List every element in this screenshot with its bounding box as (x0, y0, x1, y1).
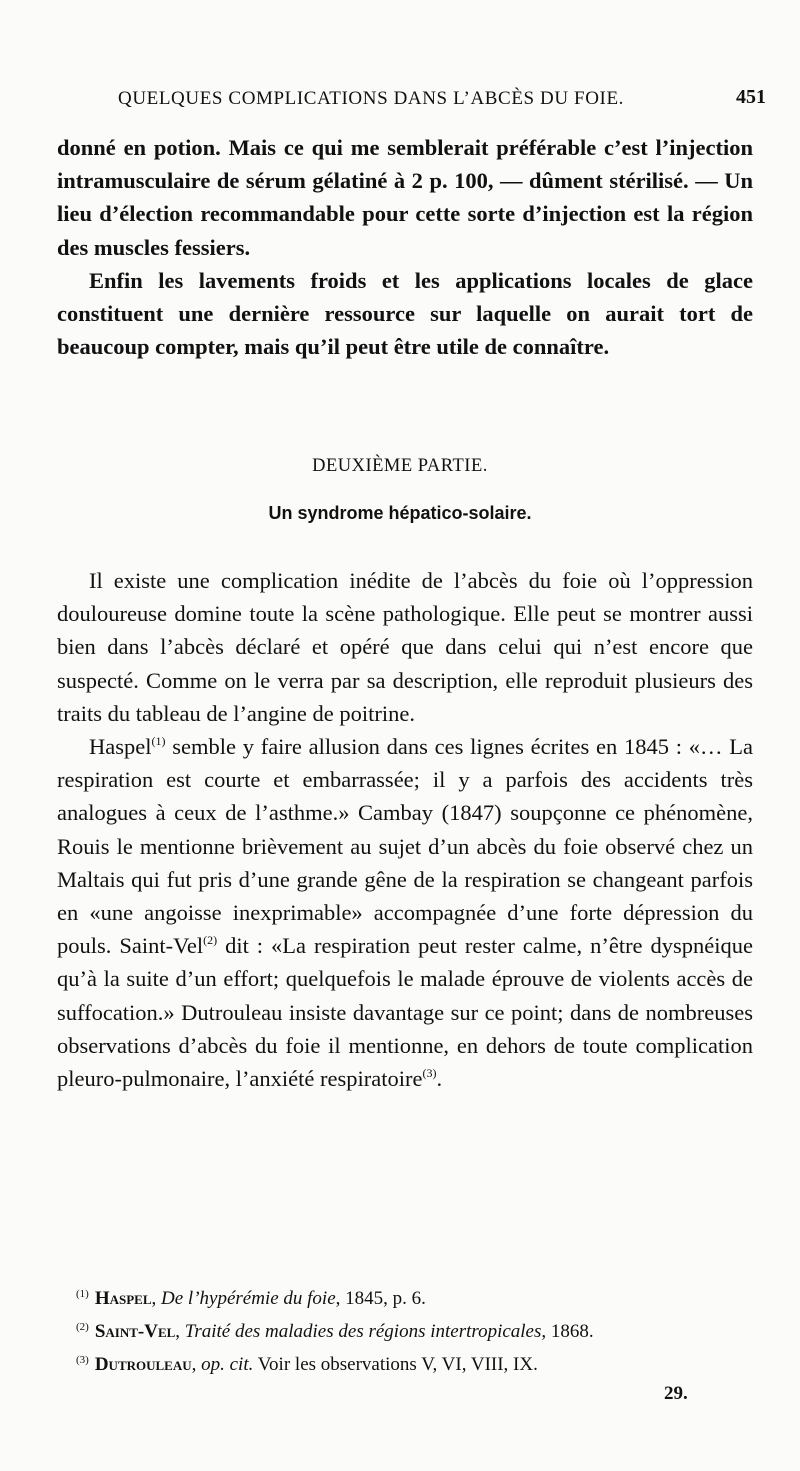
footnote-mark: (1) (76, 1288, 89, 1300)
footnote-title: Traité des maladies des régions intertropicales (184, 1321, 542, 1342)
footnote-author: Saint-Vel (94, 1321, 176, 1342)
paragraph-continuation: donné en potion. Mais ce qui me semblerait préférable c’est l’injection intramusculaire de sérum gélatiné à 2 p. 100, — dûment stérilisé. — Un lieu d’élection recommandable pour cette sorte d’injection est la région des muscles fessiers. (57, 135, 753, 260)
section-title: DEUXIÈME PARTIE. (312, 456, 488, 476)
haspel-text-a: Haspel (89, 734, 152, 760)
footnote-tail: Voir les observations V, VI, VIII, IX. (253, 1354, 538, 1375)
footnote-tail: , 1845, p. 6. (335, 1288, 426, 1309)
page-number: 451 (736, 86, 766, 108)
footnote-ref-3[interactable]: (3) (422, 1066, 437, 1081)
text-block-top (57, 131, 753, 363)
signature-mark: 29. (664, 1383, 688, 1404)
footnote-1: $^{(1)}$ Haspel, De l’hypérémie du foie, 1845, p. 6. (76, 1288, 426, 1309)
footnote-tail: , 1868. (541, 1321, 594, 1342)
paragraph-haspel (57, 730, 753, 1095)
footnotes (76, 1280, 756, 1379)
footnote-mark: (2) (76, 1321, 89, 1333)
running-header (118, 88, 766, 116)
footnote-3: $^{(3)}$ Dutrouleau, op. cit. Voir les observations V, VI, VIII, IX. (76, 1354, 538, 1375)
footnote-mark: (3) (76, 1354, 89, 1366)
footnote-title: op. cit. (201, 1354, 254, 1375)
footnote-2: $^{(2)}$ Saint-Vel, Traité des maladies des régions intertropicales, 1868. (76, 1321, 594, 1342)
footnote-author: Dutrouleau (94, 1354, 192, 1375)
running-title: QUELQUES COMPLICATIONS DANS L’ABCÈS DU FOIE. (118, 88, 625, 109)
footnote-ref-2[interactable]: (2) (203, 933, 218, 948)
haspel-text-b: semble y faire allusion dans ces lignes écrites en 1845 : «… La respiration est courte et embarrassée; il y a parfois des accidents très analogues à ceux de l’asthme.» Cambay (1847) soupçonne ce phénomène, Rouis le mentionne brièvement au sujet d’un abcès du foie observé chez un Maltais qui fut pris d’une grande gêne de la respiration se changeant parfois en «une angoisse inexprimable» accompagnée d’une forte dépression du pouls. Saint-Vel (57, 734, 753, 959)
footnote-ref-1[interactable]: (1) (151, 734, 166, 749)
paragraph-intro: Il existe une complication inédite de l’abcès du foie où l’oppression douloureuse domine toute la scène pathologique. Elle peut se montrer aussi bien dans l’abcès déclaré et opéré que dans celui qui n’est encore que suspecté. Comme on le verra par sa description, elle reproduit plusieurs des traits du tableau de l’angine de poitrine. (57, 568, 753, 726)
footnote-title: De l’hypérémie du foie (161, 1288, 336, 1309)
paragraph-enfin: Enfin les lavements froids et les applications locales de glace constituent une dernière ressource sur laquelle on aurait tort de beaucoup compter, mais qu’il peut être utile de connaître. (57, 267, 753, 360)
haspel-text-c: dit : «La respiration peut rester calme, n’être dyspnéique qu’à la suite d’un effort; quelquefois le malade éprouve de violents accès de suffocation.» Dutrouleau insiste davantage sur ce point; dans de nombreuses observations d’abcès du foie il mentionne, en dehors de toute complication pleuro-pulmonaire, l’anxiété respiratoire (57, 933, 753, 1092)
footnote-author: Haspel (94, 1288, 152, 1309)
text-block-main (57, 564, 753, 1095)
section-subtitle: Un syndrome hépatico-solaire. (268, 503, 532, 523)
haspel-text-d: . (436, 1066, 443, 1092)
